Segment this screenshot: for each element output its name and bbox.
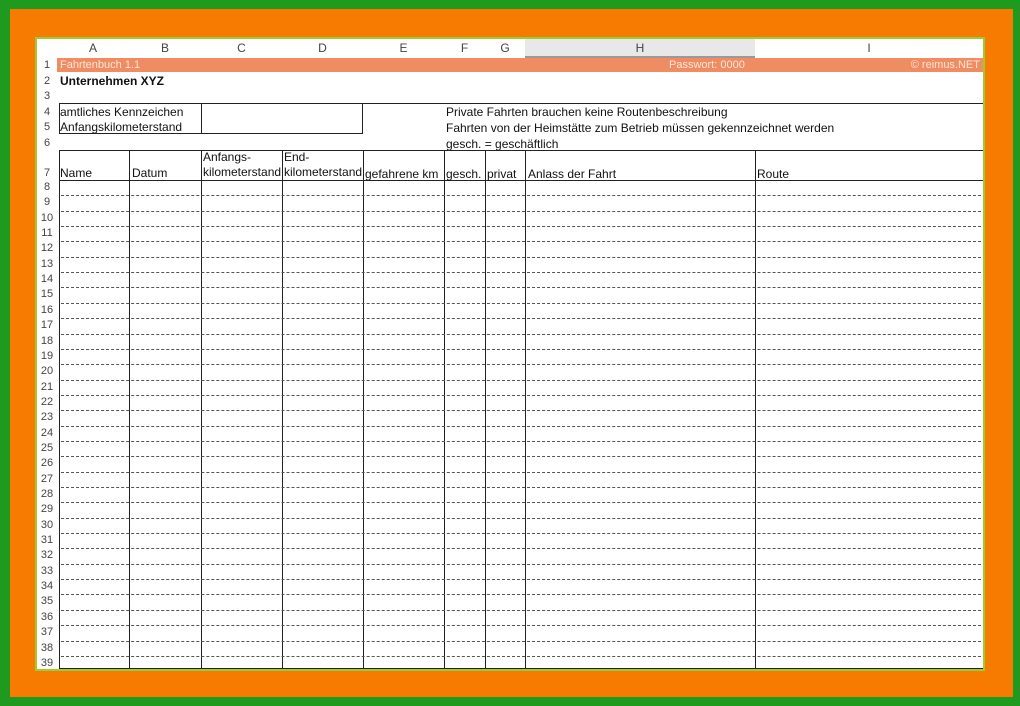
row-number[interactable]: 30 <box>40 518 54 531</box>
column-divider <box>444 150 445 668</box>
row-number[interactable]: 13 <box>40 257 54 270</box>
column-divider <box>755 150 756 668</box>
note-home-trips[interactable]: Fahrten von der Heimstätte zum Betrieb müssen gekennzeichnet werden <box>446 121 835 135</box>
header-anlass[interactable]: Anlass der Fahrt <box>528 167 617 181</box>
column-divider <box>525 150 526 668</box>
header-gesch[interactable]: gesch. <box>446 167 482 181</box>
header-anfangs-line1[interactable]: Anfangs- <box>203 150 252 164</box>
row-number[interactable]: 38 <box>40 641 54 654</box>
entry-row-line <box>61 364 981 365</box>
row-number[interactable]: 31 <box>40 534 54 547</box>
entry-row-line <box>61 226 981 227</box>
note-private-trips[interactable]: Private Fahrten brauchen keine Routenbeschreibung <box>446 105 728 119</box>
entry-row-line <box>61 287 981 288</box>
row-number[interactable]: 7 <box>43 167 51 179</box>
row-number[interactable]: 20 <box>40 365 54 378</box>
row-number[interactable]: 10 <box>40 211 54 224</box>
entry-row-line <box>61 548 981 549</box>
plate-label[interactable]: amtliches Kennzeichen <box>60 105 184 119</box>
entry-row-line <box>61 441 981 442</box>
row-number[interactable]: 36 <box>40 610 54 623</box>
start-km-label[interactable]: Anfangskilometerstand <box>60 120 183 134</box>
column-header-d[interactable]: D <box>318 41 327 55</box>
column-divider <box>129 150 130 668</box>
header-top-border <box>59 150 983 151</box>
header-bottom-border <box>59 180 983 181</box>
row-number[interactable]: 27 <box>40 472 54 485</box>
header-datum[interactable]: Datum <box>132 166 168 180</box>
entry-row-line <box>61 334 981 335</box>
spreadsheet[interactable] <box>35 37 985 671</box>
entry-row-line <box>61 641 981 642</box>
row-number[interactable]: 28 <box>40 488 54 500</box>
entry-row-line <box>61 272 981 273</box>
entry-row-line <box>61 625 981 626</box>
header-end-line1[interactable]: End- <box>284 150 310 164</box>
row-number[interactable]: 11 <box>41 227 53 240</box>
row-number[interactable]: 35 <box>40 595 54 608</box>
row-number[interactable]: 2 <box>43 75 51 87</box>
vehicle-info-divider <box>201 103 202 134</box>
column-header-b[interactable]: B <box>160 41 169 55</box>
row-number[interactable]: 26 <box>40 457 54 470</box>
entry-row-line <box>61 303 981 304</box>
entry-row-line <box>61 610 981 611</box>
entry-row-line <box>61 318 981 319</box>
column-header-a[interactable]: A <box>88 41 97 55</box>
table-bottom-border <box>59 668 983 669</box>
row-number[interactable]: 5 <box>43 121 51 133</box>
copyright-label: © reimus.NET <box>910 59 980 71</box>
row-number[interactable]: 19 <box>40 349 54 362</box>
title-row <box>57 58 983 72</box>
entry-row-line <box>61 656 981 657</box>
row-number[interactable]: 34 <box>40 580 54 593</box>
header-privat[interactable]: privat <box>487 167 517 181</box>
entry-row-line <box>61 257 981 258</box>
header-anfangs-line2[interactable]: kilometerstand <box>203 165 282 179</box>
password-label: Passwort: 0000 <box>669 59 745 71</box>
entry-row-line <box>61 426 981 427</box>
row-number[interactable]: 6 <box>43 137 51 149</box>
row-number[interactable]: 14 <box>40 273 54 286</box>
row-number[interactable]: 1 <box>43 59 51 71</box>
entry-row-line <box>61 195 981 196</box>
row-number[interactable]: 3 <box>43 90 51 102</box>
entry-row-line <box>61 487 981 488</box>
row-number[interactable]: 12 <box>40 242 54 255</box>
column-header-bar <box>37 39 983 58</box>
table-edge <box>59 150 60 668</box>
row-number[interactable]: 17 <box>40 319 54 332</box>
column-header-e[interactable]: E <box>399 41 408 55</box>
header-name[interactable]: Name <box>60 166 93 180</box>
table-edge <box>983 72 984 668</box>
entry-row-line <box>61 395 981 396</box>
notes-top-border <box>363 103 983 104</box>
row-number[interactable]: 21 <box>40 380 54 393</box>
entry-row-line <box>61 502 981 503</box>
company-name[interactable]: Unternehmen XYZ <box>60 74 165 88</box>
header-gefahrene-km[interactable]: gefahrene km <box>365 167 439 181</box>
row-number[interactable]: 22 <box>40 395 54 408</box>
entry-row-line <box>61 564 981 565</box>
header-route[interactable]: Route <box>757 167 790 181</box>
entry-row-line <box>61 349 981 350</box>
column-header-i[interactable]: I <box>867 41 871 55</box>
row-number[interactable]: 16 <box>40 303 54 316</box>
row-number[interactable]: 24 <box>40 426 54 439</box>
row-number[interactable]: 25 <box>40 441 54 454</box>
row-number[interactable]: 18 <box>40 334 54 347</box>
column-header-c[interactable]: C <box>237 41 246 55</box>
column-header-h[interactable]: H <box>525 39 755 58</box>
column-header-g[interactable]: G <box>500 41 510 55</box>
row-number[interactable]: 29 <box>40 503 54 516</box>
row-number[interactable]: 8 <box>43 181 51 193</box>
entry-row-line <box>61 594 981 595</box>
column-divider <box>201 150 202 668</box>
note-gesch-abbrev[interactable]: gesch. = geschäftlich <box>446 137 559 151</box>
entry-row-line <box>61 518 981 519</box>
column-divider <box>485 150 486 668</box>
row-number[interactable]: 37 <box>40 626 54 639</box>
entry-row-line <box>61 579 981 580</box>
row-number[interactable]: 4 <box>43 106 51 118</box>
column-header-f[interactable]: F <box>460 41 469 55</box>
entry-row-line <box>61 533 981 534</box>
row-number[interactable]: 23 <box>40 411 54 424</box>
sheet-title: Fahrtenbuch 1.1 <box>60 59 141 71</box>
column-divider <box>282 150 283 668</box>
row-number[interactable]: 32 <box>40 549 54 562</box>
entry-row-line <box>61 380 981 381</box>
entry-row-line <box>61 456 981 457</box>
row-number[interactable]: 15 <box>40 288 54 301</box>
header-end-line2[interactable]: kilometerstand <box>284 165 363 179</box>
column-divider <box>363 150 364 668</box>
entry-row-line <box>61 472 981 473</box>
row-number[interactable]: 33 <box>40 564 54 577</box>
row-number[interactable]: 9 <box>43 196 51 209</box>
entry-row-line <box>61 241 981 242</box>
entry-row-line <box>61 211 981 212</box>
row-number[interactable]: 39 <box>40 656 54 669</box>
entry-row-line <box>61 410 981 411</box>
